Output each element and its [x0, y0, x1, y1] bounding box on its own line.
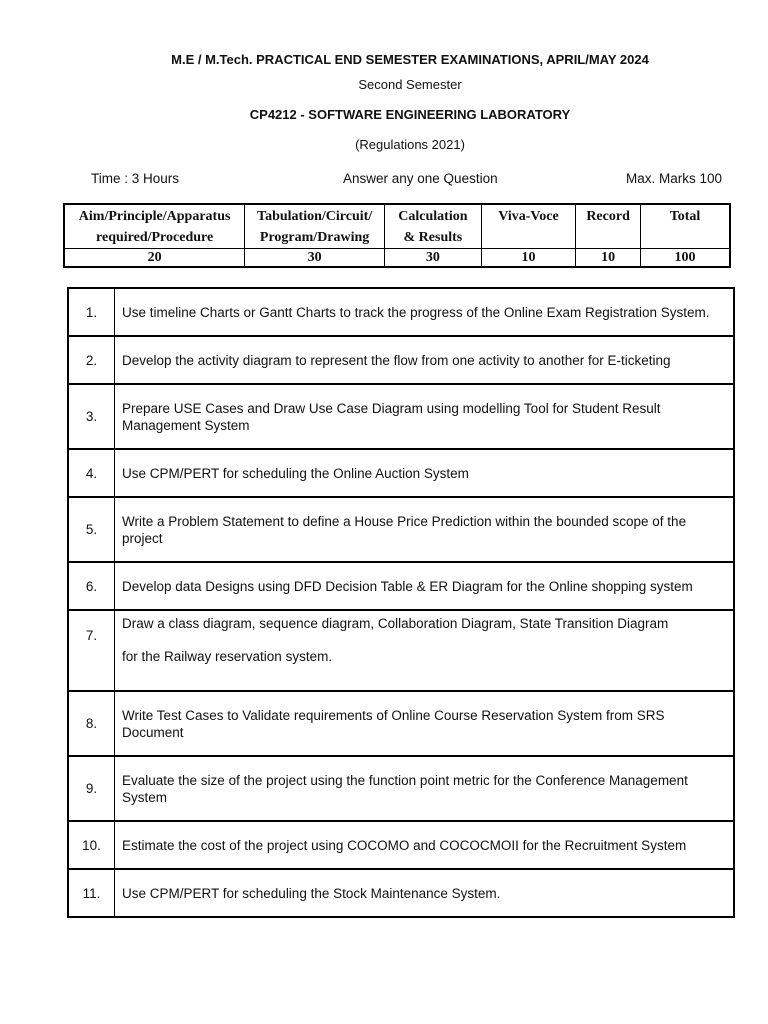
marks-value-cell: 20	[64, 249, 245, 268]
instruction-text: Answer any one Question	[343, 171, 498, 186]
marks-header-cell: Tabulation/Circuit/ Program/Drawing	[245, 204, 385, 249]
max-marks: Max. Marks 100	[626, 171, 723, 186]
question-text: Develop data Designs using DFD Decision Table & ER Diagram for the Online shopping system	[115, 562, 735, 610]
question-text: Estimate the cost of the project using COCOMO and COCOCMOII for the Recruitment System	[115, 821, 735, 869]
question-row	[68, 869, 734, 917]
marks-value-cell: 10	[481, 249, 575, 268]
question-row	[68, 562, 734, 610]
questions-table	[67, 287, 735, 918]
question-number: 1.	[68, 288, 115, 336]
question-text: Develop the activity diagram to represent the flow from one activity to another for E-ticketing	[115, 336, 735, 384]
marks-value-cell: 30	[245, 249, 385, 268]
question-text	[115, 610, 735, 691]
question-text-line1: Draw a class diagram, sequence diagram, Collaboration Diagram, State Transition Diagram	[122, 616, 669, 631]
semester-label: Second Semester	[358, 77, 462, 92]
question-row	[68, 449, 734, 497]
marks-header-cell: Total	[641, 204, 731, 249]
question-text: Use timeline Charts or Gantt Charts to track the progress of the Online Exam Registration System.	[115, 288, 735, 336]
marks-value-cell: 100	[641, 249, 731, 268]
question-row	[68, 384, 734, 449]
question-number: 9.	[68, 756, 115, 821]
question-number: 7.	[68, 610, 115, 691]
course-title: CP4212 - SOFTWARE ENGINEERING LABORATORY	[249, 107, 571, 122]
question-number: 8.	[68, 691, 115, 756]
question-row	[68, 336, 734, 384]
question-text: Use CPM/PERT for scheduling the Online Auction System	[115, 449, 735, 497]
exam-title: M.E / M.Tech. PRACTICAL END SEMESTER EXAMINATIONS, APRIL/MAY 2024	[171, 52, 649, 67]
marks-header-row	[64, 204, 730, 249]
question-row	[68, 756, 734, 821]
marks-header-cell: Viva-Voce	[481, 204, 575, 249]
question-number: 5.	[68, 497, 115, 562]
question-text-line2: for the Railway reservation system.	[122, 649, 333, 664]
marks-header-cell: Calculation & Results	[385, 204, 482, 249]
question-text: Evaluate the size of the project using the function point metric for the Conference Management System	[115, 756, 735, 821]
question-text: Prepare USE Cases and Draw Use Case Diagram using modelling Tool for Student Result Management System	[115, 384, 735, 449]
question-number: 11.	[68, 869, 115, 917]
marks-value-cell: 30	[385, 249, 482, 268]
question-text: Use CPM/PERT for scheduling the Stock Maintenance System.	[115, 869, 735, 917]
question-number: 4.	[68, 449, 115, 497]
question-text: Write Test Cases to Validate requirements of Online Course Reservation System from SRS Document	[115, 691, 735, 756]
question-number: 2.	[68, 336, 115, 384]
question-row	[68, 821, 734, 869]
marks-value-cell: 10	[576, 249, 641, 268]
question-row	[68, 610, 734, 691]
question-row	[68, 288, 734, 336]
question-row	[68, 691, 734, 756]
marks-value-row	[64, 249, 730, 268]
marks-distribution-table	[63, 203, 731, 268]
question-number: 10.	[68, 821, 115, 869]
question-row	[68, 497, 734, 562]
question-number: 6.	[68, 562, 115, 610]
question-text: Write a Problem Statement to define a House Price Prediction within the bounded scope of the project	[115, 497, 735, 562]
regulations-label: (Regulations 2021)	[355, 137, 465, 152]
time-info: Time : 3 Hours	[91, 171, 180, 186]
question-number: 3.	[68, 384, 115, 449]
marks-header-cell: Aim/Principle/Apparatus required/Procedure	[64, 204, 245, 249]
marks-header-cell: Record	[576, 204, 641, 249]
